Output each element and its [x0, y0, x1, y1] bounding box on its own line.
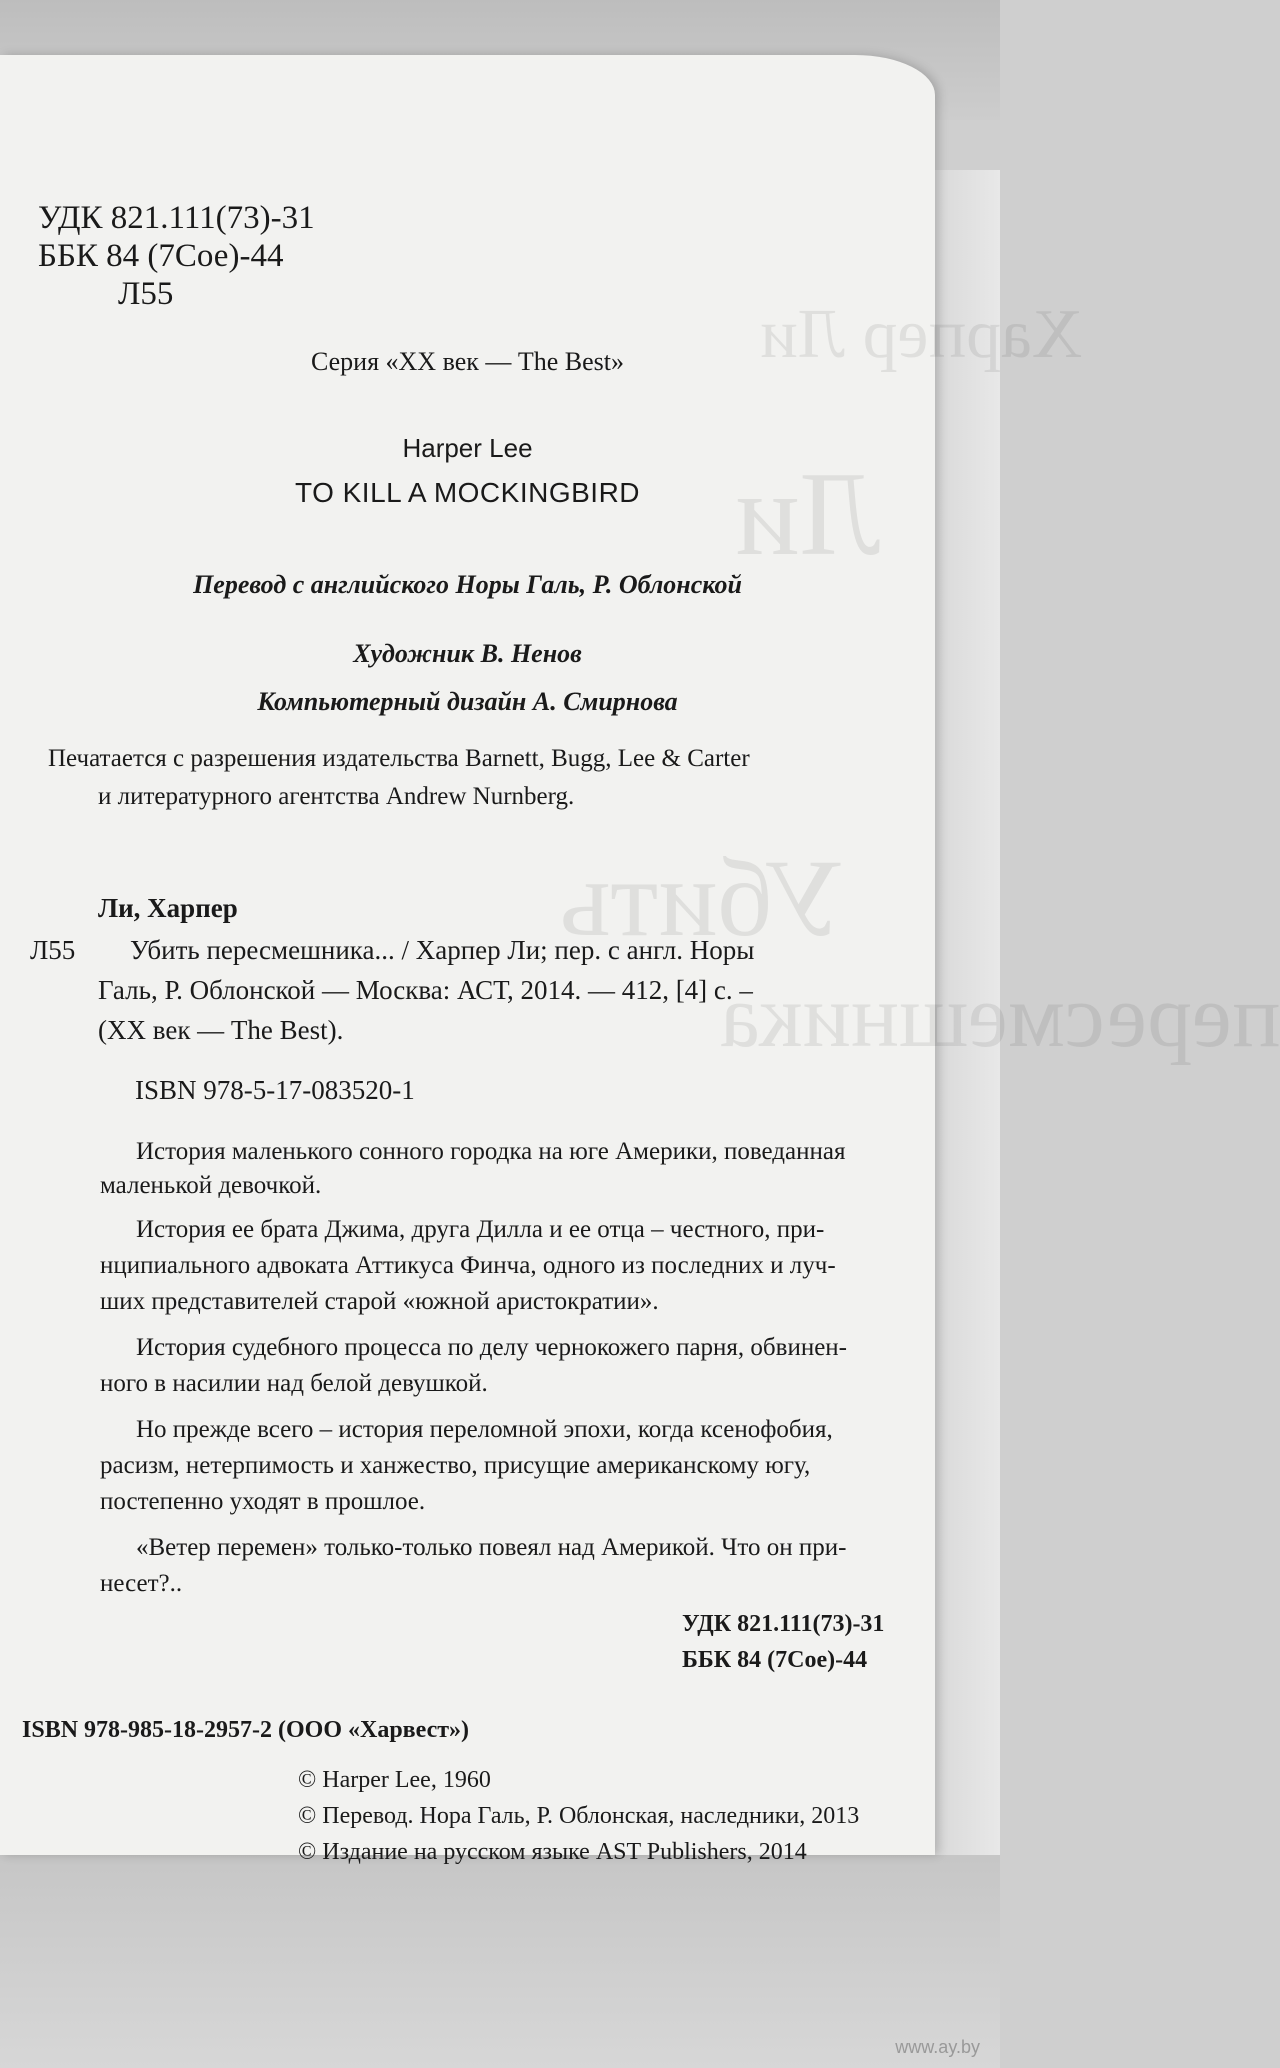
annotation-line: История судебного процесса по делу чернокожего парня, обвинен-: [136, 1334, 848, 1361]
translation-credit: Перевод с английского Норы Галь, Р. Облонской: [193, 570, 742, 599]
catalog-entry-line: (XX век — The Best).: [98, 1015, 344, 1045]
annotation-line: История маленького сонного городка на юге Америки, поведанная: [136, 1138, 846, 1165]
permission-line-2: и литературного агентства Andrew Nurnberg.: [98, 783, 575, 810]
catalog-entry-line: Галь, Р. Облонской — Москва: АСТ, 2014. — 412, [4] с. –: [98, 975, 753, 1005]
catalog-code: Л55: [30, 935, 76, 965]
background-bottom: [0, 1855, 1000, 2068]
catalog-entry-line: Убить пересмешника... / Харпер Ли; пер. с англ. Норы: [130, 935, 755, 965]
annotation-line: расизм, нетерпимость и ханжество, присущие американскому югу,: [100, 1452, 811, 1479]
annotation-line: маленькой девочкой.: [100, 1172, 322, 1199]
bleed-through-text: Харпер Ли: [760, 296, 1083, 373]
annotation-line: нципиального адвоката Аттикуса Финча, одного из последних и луч-: [100, 1252, 836, 1279]
original-author: Harper Lee: [402, 433, 533, 463]
annotation-line: ших представителей старой «южной аристократии».: [100, 1288, 659, 1315]
site-watermark: www.ay.by: [895, 2037, 980, 2057]
bleed-through-text: пересмешника: [720, 967, 1280, 1066]
annotation-line: несет?..: [100, 1570, 183, 1597]
bbk-code: ББК 84 (7Сое)-44: [38, 238, 284, 274]
annotation-line: ного в насилии над белой девушкой.: [100, 1370, 488, 1397]
udk-code: УДК 821.111(73)-31: [38, 200, 315, 236]
permission-line-1: Печатается с разрешения издательства Barnett, Bugg, Lee & Carter: [48, 745, 750, 772]
annotation-line: История ее брата Джима, друга Дилла и ее отца – честного, при-: [136, 1216, 825, 1243]
bleed-through-text: Ли: [735, 447, 881, 580]
design-credit: Компьютерный дизайн А. Смирнова: [257, 687, 678, 716]
udk-code-bottom: УДК 821.111(73)-31: [682, 1611, 885, 1637]
copyright-line: © Harper Lee, 1960: [298, 1767, 491, 1793]
annotation-line: Но прежде всего – история переломной эпохи, когда ксенофобия,: [136, 1416, 833, 1443]
series-title: Серия «XX век — The Best»: [310, 347, 625, 376]
author-mark: Л55: [118, 276, 174, 312]
artist-credit: Художник В. Ненов: [353, 639, 582, 668]
adjacent-page-edge: [930, 170, 1000, 1870]
copyright-line: © Издание на русском языке AST Publishers, 2014: [298, 1839, 807, 1865]
annotation-line: «Ветер перемен» только-только повеял над Америкой. Что он при-: [136, 1534, 847, 1561]
catalog-heading: Ли, Харпер: [98, 893, 238, 923]
original-title: TO KILL A MOCKINGBIRD: [294, 477, 641, 508]
isbn-bottom: ISBN 978-985-18-2957-2 (ООО «Харвест»): [22, 1717, 470, 1743]
annotation-line: постепенно уходят в прошлое.: [100, 1488, 426, 1515]
copyright-line: © Перевод. Нора Галь, Р. Облонская, наследники, 2013: [298, 1803, 860, 1829]
bbk-code-bottom: ББК 84 (7Сое)-44: [682, 1647, 868, 1673]
book-page: [0, 55, 1280, 1865]
bleed-through-text: Убить: [560, 837, 845, 959]
catalog-isbn: ISBN 978-5-17-083520-1: [135, 1075, 415, 1105]
